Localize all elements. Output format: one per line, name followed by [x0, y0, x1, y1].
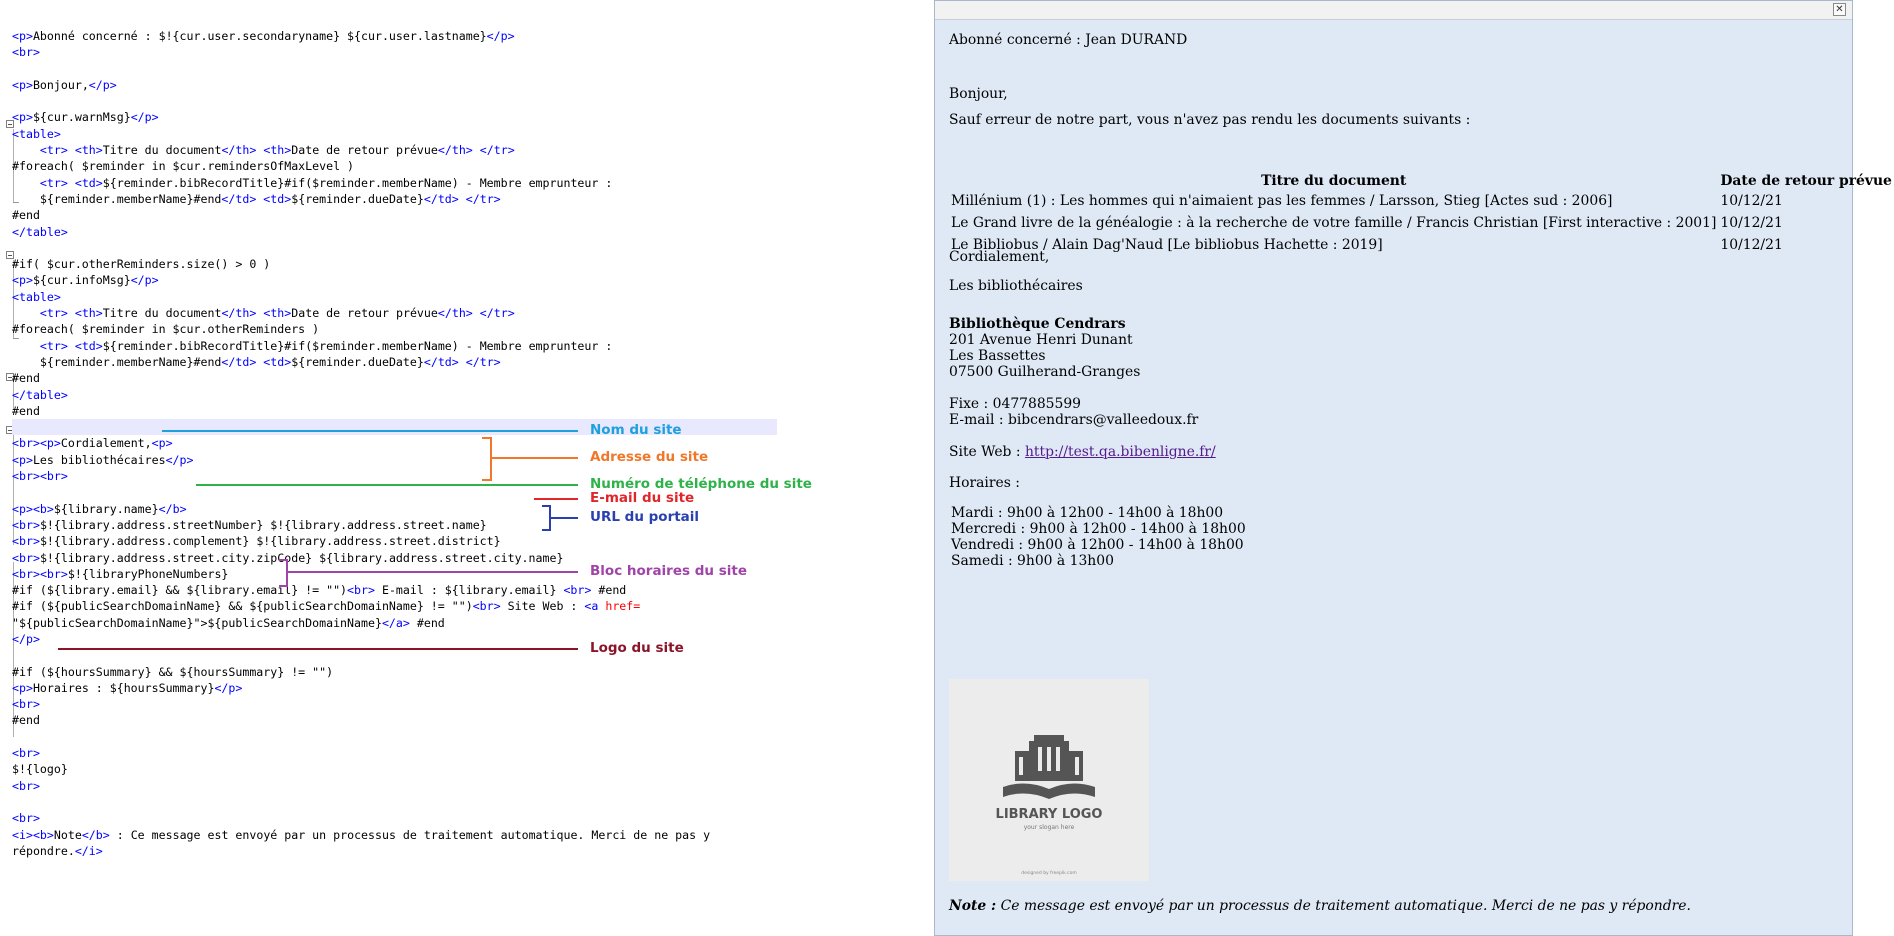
code-line[interactable] — [12, 729, 782, 745]
code-line[interactable]: #end — [12, 403, 40, 418]
document-title: Millénium (1) : Les hommes qui n'aimaient pas les femmes / Larsson, Stieg [Actes sud : 2006] — [951, 193, 1613, 209]
code-line[interactable]: <tr> <th>Titre du document</th> <th>Date de retour prévue</th> </tr> — [39, 306, 515, 321]
closing: Cordialement, — [949, 249, 1050, 265]
library-name: Bibliothèque Cendrars — [949, 316, 1126, 332]
code-line[interactable]: <p>${cur.warnMsg}</p> — [12, 110, 159, 125]
annotation-bracket-hours — [279, 559, 288, 587]
code-line[interactable]: <tr> <td>${reminder.bibRecordTitle}#if($reminder.memberName) - Membre emprunteur : — [39, 175, 613, 190]
annotation-line-hours — [288, 571, 578, 573]
document-title: Le Bibliobus / Alain Dag'Naud [Le bibliobus Hachette : 2019] — [951, 237, 1383, 253]
annotation-hours-block: Bloc horaires du site — [590, 563, 747, 579]
table-header-row — [949, 172, 1894, 190]
website-label: Site Web : — [949, 444, 1025, 460]
code-line[interactable]: <br><p>Cordialement,<p> — [12, 436, 173, 451]
greeting: Bonjour, — [949, 86, 1008, 102]
hours-friday: Vendredi : 9h00 à 12h00 - 14h00 à 18h00 — [951, 537, 1244, 553]
close-button[interactable] — [1833, 3, 1846, 16]
code-line[interactable]: #if (${hoursSummary} && ${hoursSummary} != "") — [12, 664, 334, 679]
code-line[interactable]: <p>${cur.infoMsg}</p> — [12, 273, 159, 288]
note-line — [949, 898, 1691, 914]
code-line[interactable]: <p><b>${library.name}</b> — [12, 501, 187, 516]
document-title: Le Grand livre de la généalogie : à la recherche de votre famille / Francis Christian [First interactive : 2001] — [951, 215, 1717, 231]
annotation-line-logo — [58, 648, 578, 650]
address-line-1: 201 Avenue Henri Dunant — [949, 332, 1133, 348]
code-line[interactable]: #if (${library.email} && ${library.email} != "")<br> E-mail : ${library.email} <br> #end — [12, 583, 627, 598]
signature: Les bibliothécaires — [949, 278, 1083, 294]
annotation-line-site-name — [162, 430, 578, 432]
annotation-portal-url: URL du portail — [590, 509, 700, 525]
hours-wednesday: Mercredi : 9h00 à 12h00 - 14h00 à 18h00 — [951, 521, 1246, 537]
code-line[interactable]: #if (${publicSearchDomainName} && ${publicSearchDomainName} != "")<br> Site Web : <a href= — [12, 599, 641, 614]
hours-saturday: Samedi : 9h00 à 13h00 — [951, 553, 1114, 569]
code-line[interactable]: "${publicSearchDomainName}">${publicSearchDomainName}</a> #end — [12, 615, 445, 630]
code-line[interactable] — [12, 93, 782, 109]
code-line[interactable]: <br>$!{library.address.street.city.zipCode} ${library.address.street.city.name} — [12, 550, 564, 565]
annotation-site-name: Nom du site — [590, 422, 682, 438]
warning-message: Sauf erreur de notre part, vous n'avez pas rendu les documents suivants : — [949, 112, 1471, 128]
note-text: Ce message est envoyé par un processus de traitement automatique. Merci de ne pas y répondre. — [996, 898, 1691, 914]
annotation-line-email — [534, 498, 578, 500]
code-line[interactable]: <p>Abonné concerné : $!{cur.user.secondaryname} ${cur.user.lastname}</p> — [12, 29, 515, 43]
code-line[interactable]: #end — [12, 208, 40, 223]
code-line[interactable]: #if( $cur.otherReminders.size() > 0 ) — [12, 257, 271, 272]
code-line[interactable]: <br><br> — [12, 469, 68, 484]
code-line[interactable]: <tr> <th>Titre du document</th> <th>Date de retour prévue</th> </tr> — [39, 143, 515, 158]
table-row — [949, 190, 1894, 212]
annotation-bracket-address — [482, 437, 492, 481]
code-line[interactable]: </table> — [12, 224, 68, 239]
code-line[interactable]: #foreach( $reminder in $cur.otherReminders ) — [12, 322, 320, 337]
logo-credit: designed by freepik.com — [1021, 871, 1077, 876]
code-line[interactable]: <tr> <td>${reminder.bibRecordTitle}#if($reminder.memberName) - Membre emprunteur : — [39, 338, 613, 353]
preview-titlebar — [935, 1, 1852, 20]
code-line[interactable] — [12, 61, 782, 77]
code-line[interactable]: <p>Horaires : ${hoursSummary}</p> — [12, 680, 243, 695]
annotation-logo: Logo du site — [590, 640, 684, 656]
library-building-icon — [949, 679, 1149, 881]
code-line[interactable]: <br>$!{library.address.streetNumber} $!{library.address.street.name} — [12, 517, 487, 532]
code-line[interactable]: <br> — [12, 45, 40, 60]
note-label: Note : — [949, 898, 997, 914]
due-date: 10/12/21 — [1720, 215, 1783, 231]
code-line[interactable]: <i><b>Note</b> : Ce message est envoyé par un processus de traitement automatique. Merci de ne pas y — [12, 827, 711, 842]
code-editor[interactable] — [0, 14, 812, 864]
logo-slogan: your slogan here — [1023, 824, 1075, 831]
phone-number: Fixe : 0477885599 — [949, 396, 1082, 412]
annotation-phone: Numéro de téléphone du site — [590, 476, 812, 492]
documents-table — [949, 172, 1894, 256]
annotation-line-address — [492, 457, 578, 459]
code-line[interactable]: </table> — [12, 387, 68, 402]
hours-label: Horaires : — [949, 475, 1020, 491]
code-line[interactable] — [12, 240, 782, 256]
subscriber-line: Abonné concerné : Jean DURAND — [949, 32, 1188, 48]
code-line[interactable]: <p>Bonjour,</p> — [12, 77, 117, 92]
code-line[interactable]: $!{logo} — [12, 762, 68, 777]
address-line-2: Les Bassettes — [949, 348, 1046, 364]
annotation-bracket-url — [542, 505, 551, 531]
table-row — [949, 234, 1894, 256]
code-line[interactable]: <br> — [12, 746, 40, 761]
code-line[interactable]: <br> — [12, 811, 40, 826]
column-header-due-date: Date de retour prévue — [1720, 173, 1892, 189]
column-header-title: Titre du document — [1261, 173, 1407, 189]
code-line[interactable]: <p>Les bibliothécaires</p> — [12, 452, 194, 467]
logo-title: LIBRARY LOGO — [995, 807, 1103, 822]
code-line[interactable]: <br> — [12, 778, 40, 793]
annotation-site-address: Adresse du site — [590, 449, 709, 465]
address-line-3: 07500 Guilherand-Granges — [949, 364, 1141, 380]
code-line[interactable]: #end — [12, 371, 40, 386]
close-icon: ✕ — [1835, 4, 1844, 15]
code-line[interactable]: </p> — [12, 631, 40, 646]
due-date: 10/12/21 — [1720, 193, 1783, 209]
code-line[interactable]: <br><br>$!{libraryPhoneNumbers} — [12, 566, 229, 581]
table-row — [949, 212, 1894, 234]
code-line[interactable]: ${reminder.memberName}#end</td> <td>${reminder.dueDate}</td> </tr> — [12, 191, 501, 206]
code-line[interactable]: ${reminder.memberName}#end</td> <td>${reminder.dueDate}</td> </tr> — [12, 354, 501, 369]
code-line[interactable]: #end — [12, 713, 40, 728]
due-date: 10/12/21 — [1720, 237, 1783, 253]
code-line[interactable]: répondre.</i> — [12, 843, 103, 858]
library-logo — [949, 679, 1149, 881]
code-lines[interactable] — [12, 28, 782, 859]
code-line[interactable] — [12, 794, 782, 810]
website-link[interactable]: http://test.qa.bibenligne.fr/ — [1024, 444, 1216, 460]
website-line — [949, 444, 1216, 460]
code-line[interactable]: <br>$!{library.address.complement} $!{library.address.street.district} — [12, 534, 501, 549]
hours-tuesday: Mardi : 9h00 à 12h00 - 14h00 à 18h00 — [951, 505, 1224, 521]
annotation-email: E-mail du site — [590, 490, 695, 506]
code-line[interactable]: <table> — [12, 126, 61, 141]
code-line[interactable]: <table> — [12, 289, 61, 304]
email-preview-panel — [934, 0, 1892, 936]
email-address: E-mail : bibcendrars@valleedoux.fr — [949, 412, 1199, 428]
annotation-line-url — [551, 517, 578, 519]
code-line[interactable]: <br> — [12, 697, 40, 712]
code-line[interactable]: #foreach( $reminder in $cur.remindersOfMaxLevel ) — [12, 159, 355, 174]
annotation-line-phone — [196, 484, 578, 486]
